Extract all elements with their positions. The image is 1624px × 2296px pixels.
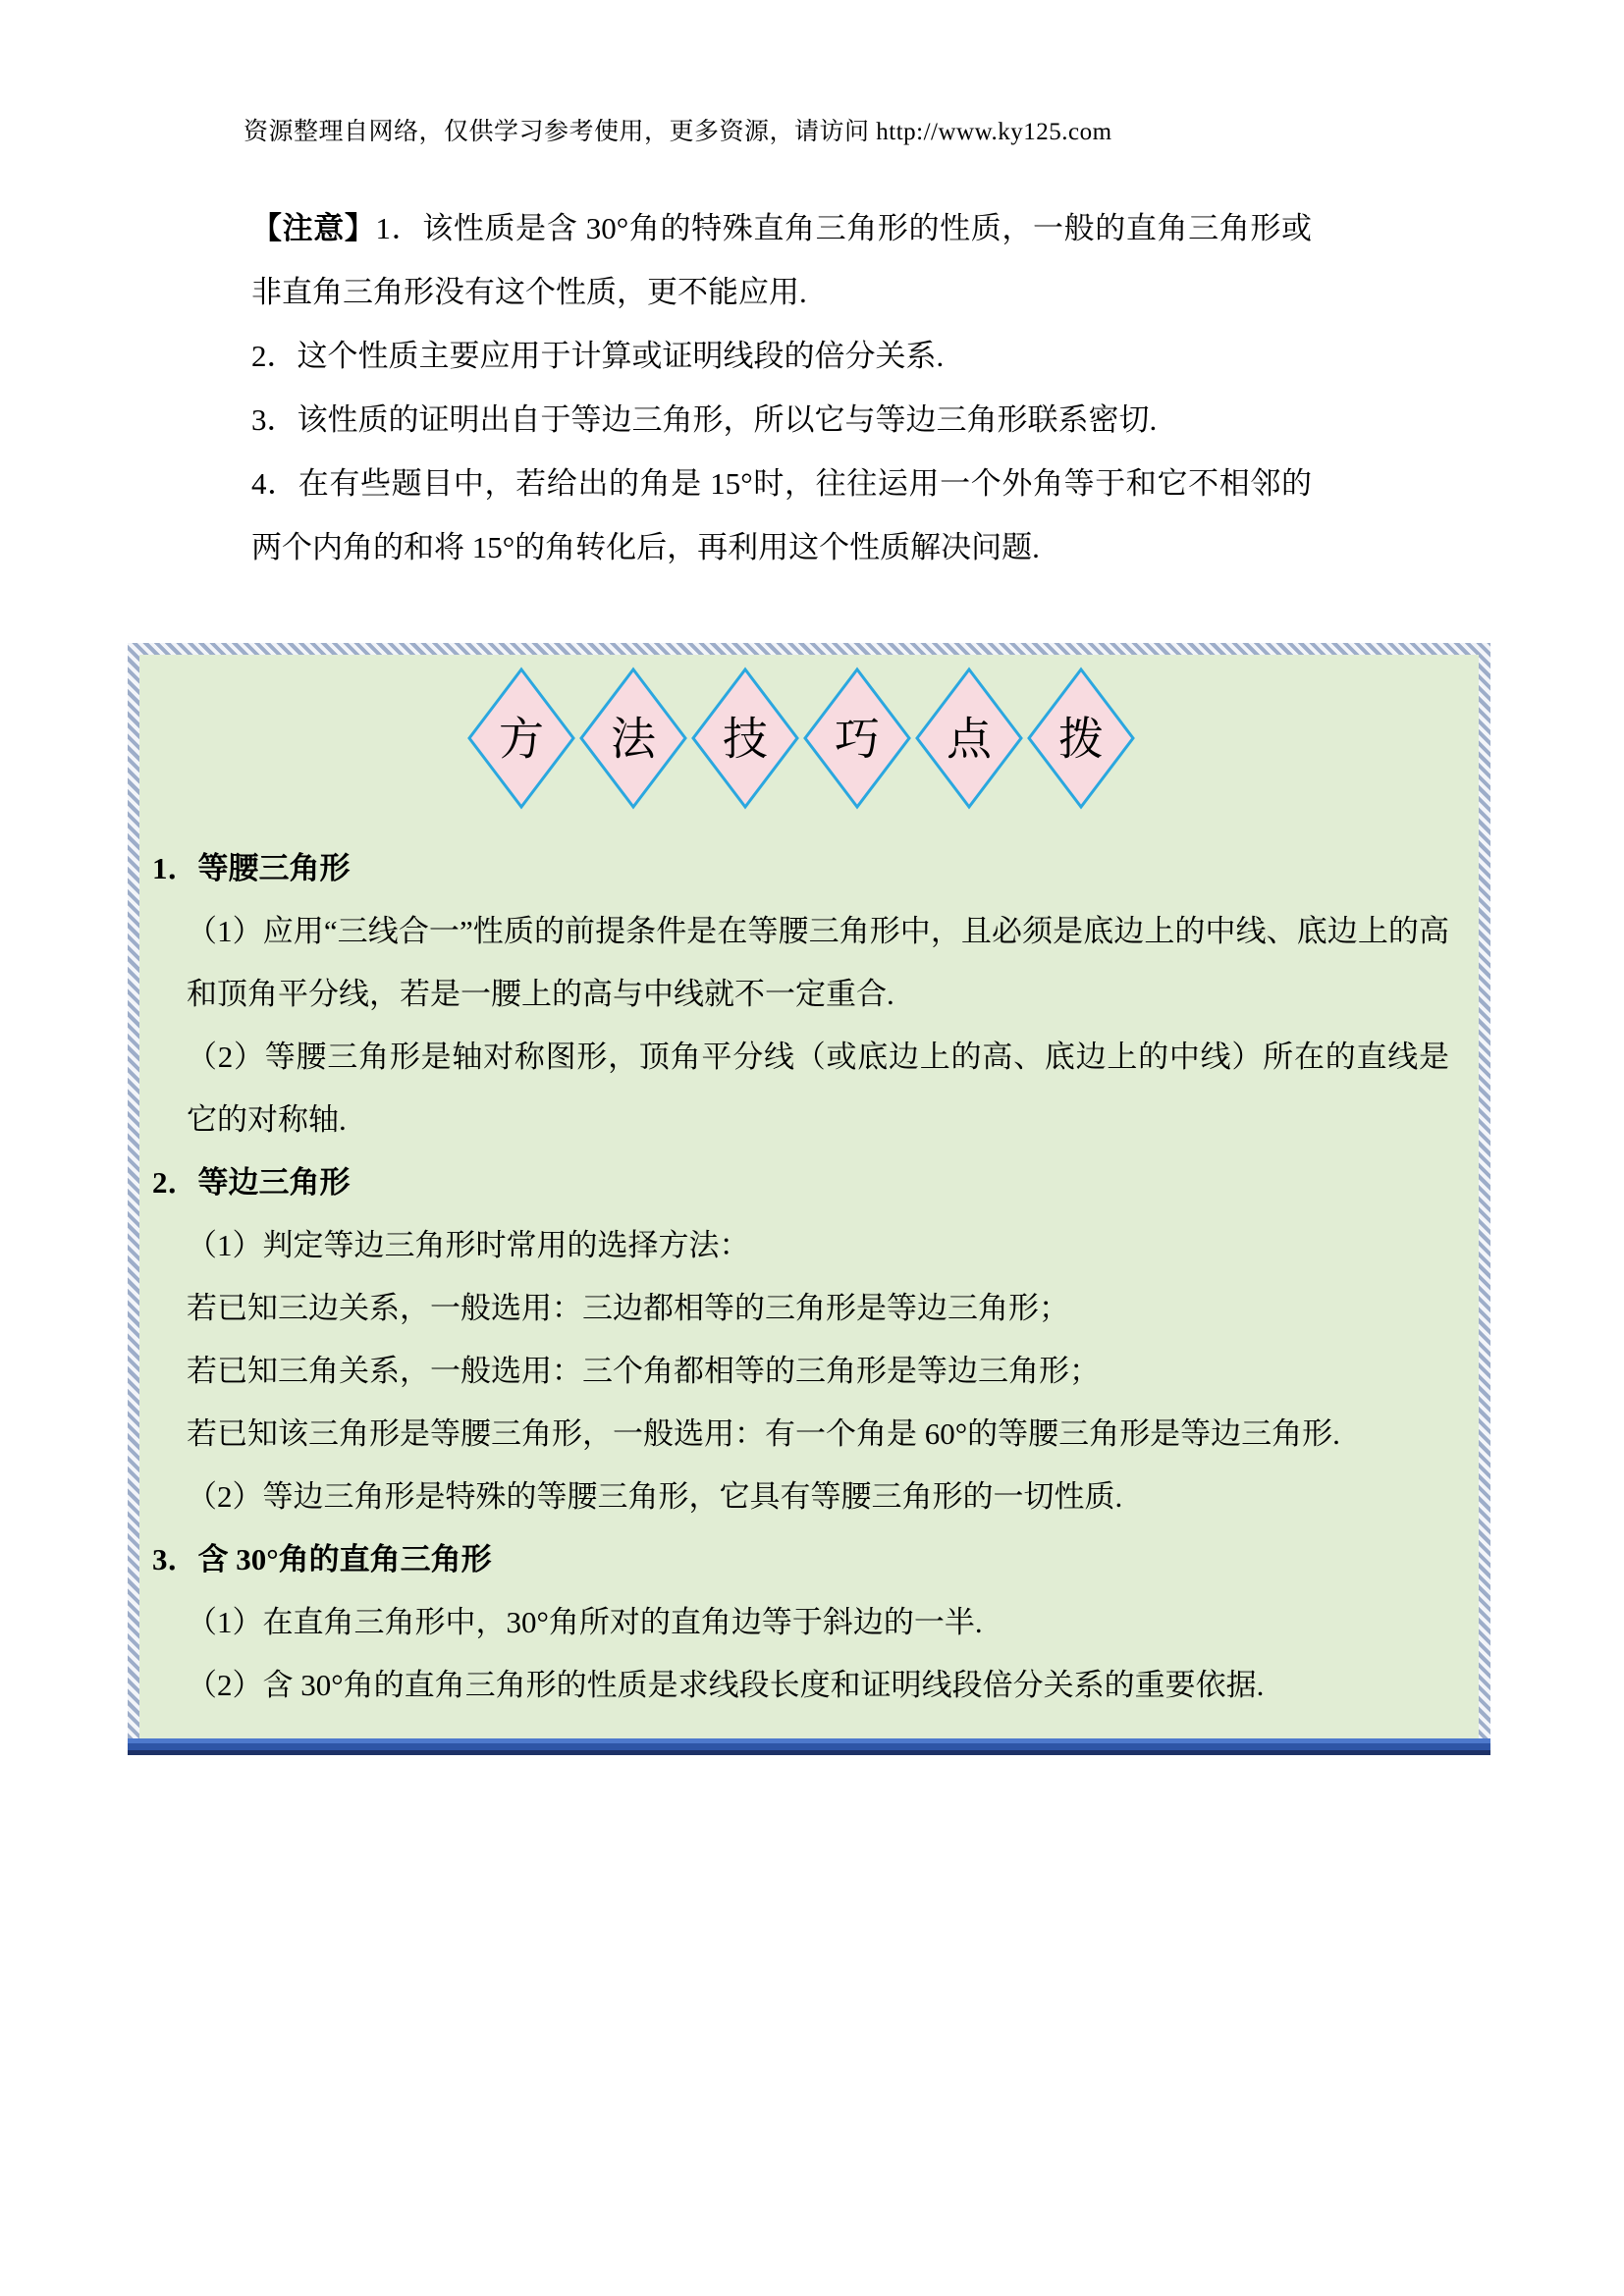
section-paragraph: （1）在直角三角形中，30°角所对的直角边等于斜边的一半. [187,1605,983,1639]
page-header-source-note: 资源整理自网络，仅供学习参考使用，更多资源，请访问 http://www.ky125.com [244,119,1112,145]
section-paragraph: （1）判定等边三角形时常用的选择方法： [187,1228,750,1262]
banner-diamond [914,667,1024,810]
section-heading: 2．等边三角形 [152,1165,351,1200]
section-paragraph: （2）等边三角形是特殊的等腰三角形，它具有等腰三角形的一切性质. [187,1479,1123,1514]
note-paragraph: 4．在有些题目中，若给出的角是 15°时，往往运用一个外角等于和它不相邻的两个内角的和将 15°的角转化后，再利用这个性质解决问题. [251,466,1312,564]
banner-diamond-char: 法 [610,714,656,765]
section-paragraph: 若已知三角关系，一般选用：三个角都相等的三角形是等边三角形； [187,1354,1100,1388]
striped-border-frame [128,643,1490,1738]
banner-diamond [578,667,688,810]
banner-diamond-row [152,667,1449,810]
banner-diamond [690,667,800,810]
section-heading: 3．含 30°角的直角三角形 [152,1542,492,1576]
banner-diamond [802,667,912,810]
section-paragraph: 若已知该三角形是等腰三角形，一般选用：有一个角是 60°的等腰三角形是等边三角形. [187,1416,1340,1451]
section-heading: 1．等腰三角形 [152,851,351,885]
section-paragraph: （2）等腰三角形是轴对称图形，顶角平分线（或底边上的高、底边上的中线）所在的直线是它的对称轴. [187,1040,1449,1137]
note-label: 【注意】 [251,211,376,245]
note-paragraph: 3．该性质的证明出自于等边三角形，所以它与等边三角形联系密切. [251,402,1158,437]
bottom-blue-bar [128,1738,1490,1755]
tips-content [152,837,1449,1717]
section-paragraph: （1）应用“三线合一”性质的前提条件是在等腰三角形中，且必须是底边上的中线、底边上的高和顶角平分线，若是一腰上的高与中线就不一定重合. [187,914,1449,1011]
banner-diamond-char: 巧 [834,714,880,765]
banner-diamond-char: 方 [498,714,544,765]
tips-panel [139,655,1479,1738]
notice-block [251,196,1312,579]
banner-diamond [1026,667,1136,810]
section-paragraph: 若已知三边关系，一般选用：三边都相等的三角形是等边三角形； [187,1291,1069,1325]
banner-diamond-char: 拨 [1057,714,1104,765]
banner-diamond-char: 技 [722,714,768,765]
note-paragraph: 2．这个性质主要应用于计算或证明线段的倍分关系. [251,339,945,373]
section-paragraph: （2）含 30°角的直角三角形的性质是求线段长度和证明线段倍分关系的重要依据. [187,1668,1265,1702]
method-tips-box [128,643,1490,1755]
banner-diamond-char: 点 [946,714,992,765]
banner-diamond [466,667,576,810]
note-paragraph: 【注意】1．该性质是含 30°角的特殊直角三角形的性质，一般的直角三角形或非直角三角形没有这个性质，更不能应用. [251,211,1312,309]
